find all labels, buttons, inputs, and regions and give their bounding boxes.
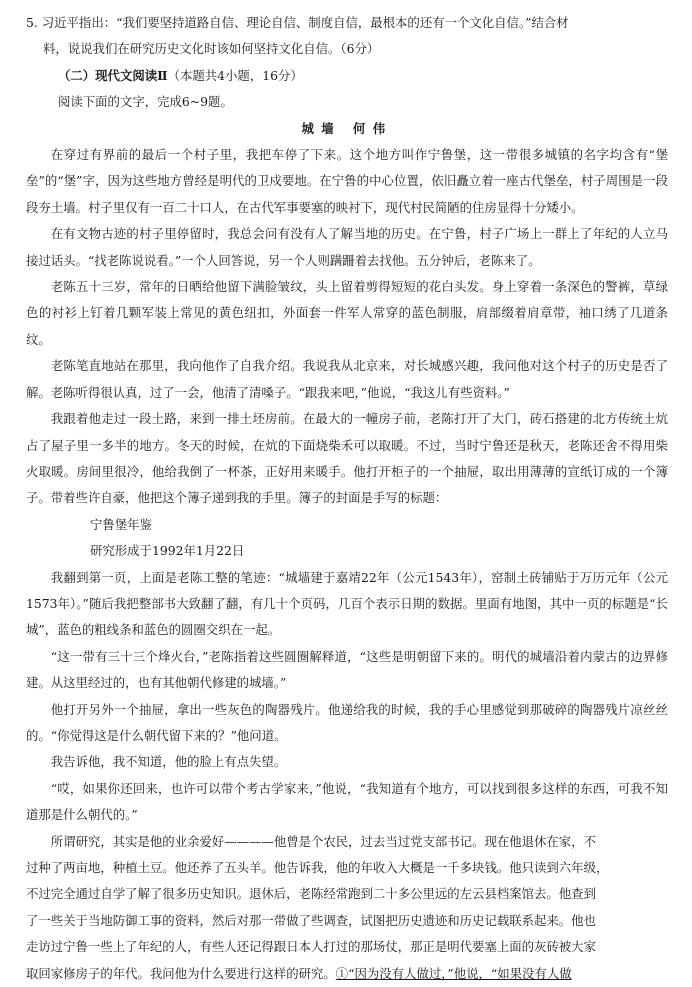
- article-paragraph: 老陈笔直地站在那里，我向他作了自我介绍。我说我从北京来，对长城感兴趣，我问他对这个村子的历史是否了解。老陈听得很认真，过了一会，他清了清嗓子。“跟我来吧，”他说，“我这儿有些资料。”: [26, 358, 668, 400]
- last-paragraph-line: 过种了两亩地，种植土豆。他还养了五头羊。他告诉我，他的年收入大概是一千多块钱。他只读到六年级，: [26, 860, 609, 875]
- last-paragraph-line: [26, 961, 668, 987]
- last-paragraph-line: 所谓研究，其实是他的业余爱好————他曾是个农民，过去当过党支部书记。现在他退休在家，不: [50, 833, 596, 849]
- article-paragraph: 我告诉他，我不知道，他的脸上有点失望。: [50, 754, 287, 770]
- question-5-line-1: 5. 习近平指出：“我们要坚持道路自信、理论自信、制度自信，最根本的还有一个文化自信。”结合材: [26, 15, 569, 30]
- last-paragraph-line: 走访过宁鲁一些上了年纪的人，有些人还记得跟日本人打过的那场仗，那正是明代要塞上面的灰砖被大家: [26, 939, 596, 955]
- section-heading: [26, 63, 668, 89]
- article-title: 城墙 何伟: [301, 120, 393, 136]
- last-paragraph-line: 不过完全通过自学了解了很多历史知识。退休后，老陈经常跑到二十多公里远的左云县档案馆去。他查到: [26, 886, 596, 902]
- reading-instruction: 阅读下面的文字，完成6~9题。: [58, 94, 233, 110]
- section-heading-text: （二）现代文阅读Ⅱ: [58, 67, 168, 83]
- last-paragraph-line: 了一些关于当地防御工事的资料，然后对那一带做了些调查，试图把历史遗迹和历史记载联系起来。他也: [26, 912, 596, 928]
- question-5-line-2: 料，说说我们在研究历史文化时该如何坚持文化自信。（6分）: [43, 41, 380, 57]
- book-date: 研究形成于1992年1月22日: [90, 543, 245, 559]
- article-paragraph: 在有文物古迹的村子里停留时，我总会问有没有人了解当地的历史。在宁鲁，村子广场上一群上了年纪的人立马接过话头。“找老陈说说看。”一个人回答说，另一个人则蹒跚着去找他。五分钟后，老陈来了。: [26, 226, 668, 268]
- article-paragraph: 我跟着他走过一段土路，来到一排土坯房前。在最大的一幢房子前，老陈打开了大门，砖石搭建的北方传统土炕占了屋子里一多半的地方。冬天的时候，在炕的下面烧柴禾可以取暖。不过，当时宁鲁还是秋天，老陈还舍不得用柴火取暖。房间里很冷，他给我倒了一杯茶，正好用来暖手。他打开柜子的一个抽屉，取出用薄薄的宣纸订成的一个簿子。带着些许自豪，他把这个簿子递到我的手里。簿子的封面是手写的标题：: [26, 411, 668, 506]
- article-paragraph: 在穿过有界前的最后一个村子里，我把车停了下来。这个地方叫作宁鲁堡，这一带很多城镇的名字均含有“堡垒”的“堡”字，因为这些地方曾经是明代的卫戍要地。在宁鲁的中心位置，依旧矗立着一座古代堡垒，村子周围是一段段夯土墙。村子里仅有一百二十口人，在古代军事要塞的映衬下，现代村民简陋的住房显得十分矮小。: [26, 147, 668, 215]
- last-line-plain: 取回家修房子的年代。我问他为什么要进行这样的研究。: [26, 965, 336, 981]
- article-paragraph: “这一带有三十三个烽火台，”老陈指着这些圆圈解释道，“这些是明朝留下来的。明代的城墙沿着内蒙古的边界修建。从这里经过的，也有其他朝代修建的城墙。”: [26, 648, 668, 691]
- article-paragraph: 我翻到第一页，上面是老陈工整的笔迹：“城墙建于嘉靖22年（公元1543年），窑制土砖铺贴于万历元年（公元1573年）。”随后我把整部书大致翻了翻，有几十个页码，几百个表示日期的数据。里面有地图，其中一页的标题是“长城”，蓝色的粗线条和蓝色的圆圈交织在一起。: [26, 569, 668, 638]
- underlined-sentence-1: ①“因为没有人做过，”他说，“如果没有人做: [335, 965, 572, 981]
- article-paragraph: “哎，如果你还回来，也许可以带个考古学家来，”他说，“我知道有个地方，可以找到很多这样的东西，可我不知道那是什么朝代的。”: [26, 780, 668, 823]
- section-meta: （本题共4小题，16分）: [167, 67, 303, 83]
- article-paragraph: 老陈五十三岁，常年的日晒给他留下满脸皱纹，头上留着剪得短短的花白头发。身上穿着一条深色的警裤，草绿色的衬衫上钉着几颗军装上常见的黄色纽扣，外面套一件军人常穿的蓝色制服，肩部缀着肩章带，袖口绣了几道条纹。: [26, 279, 668, 347]
- article-paragraph: 他打开另外一个抽屉，拿出一些灰色的陶器残片。他递给我的时候，我的手心里感觉到那破碎的陶器残片凉丝丝的。“你觉得这是什么朝代留下来的？”他问道。: [26, 701, 668, 743]
- book-title: 宁鲁堡年鉴: [90, 516, 152, 532]
